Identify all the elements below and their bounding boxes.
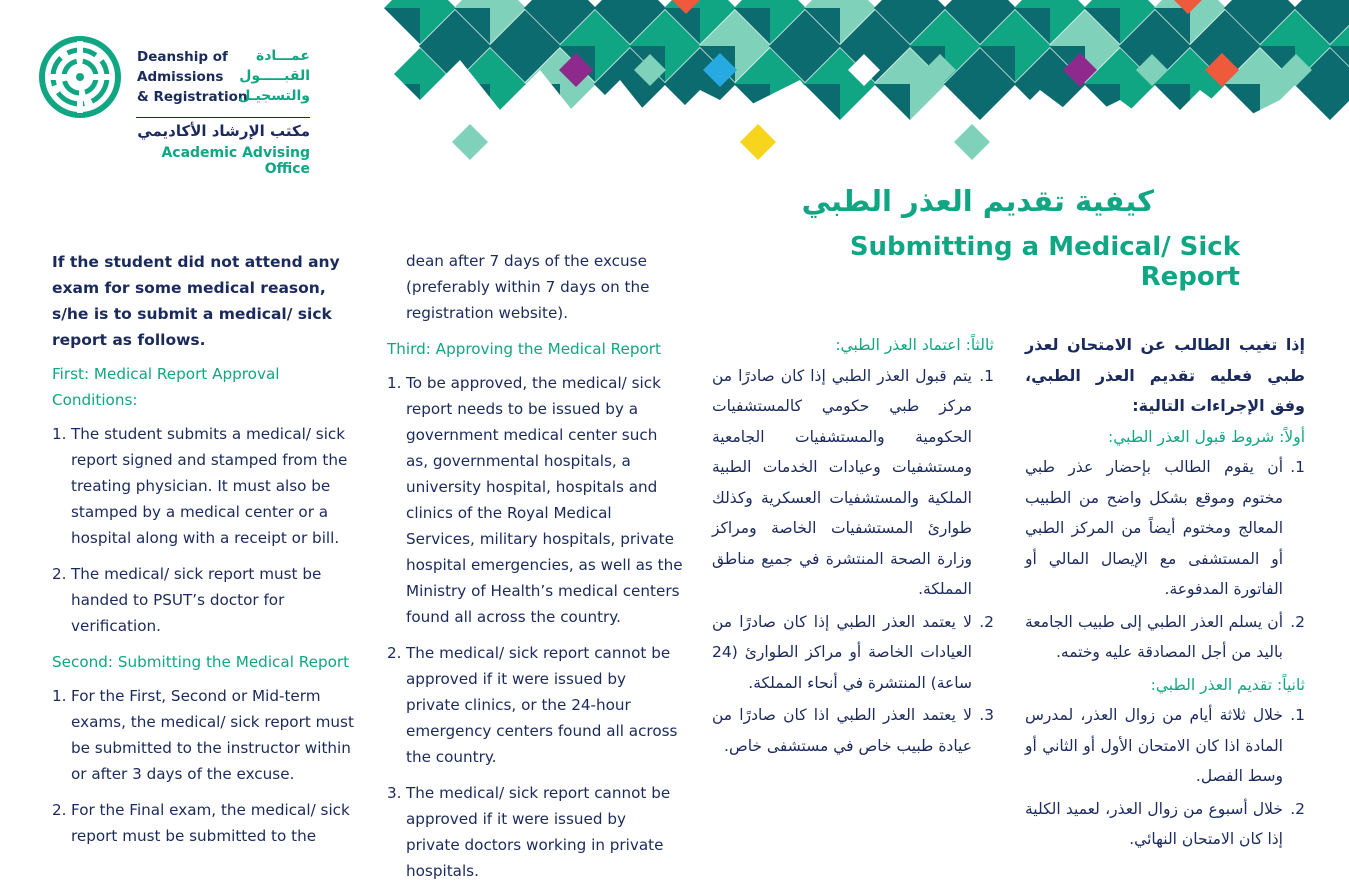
- list-item-text: لا يعتمد العذر الطبي اذا كان صادرًا من عيادة طبيب خاص في مستشفى خاص.: [712, 706, 972, 755]
- arabic-column-3: [712, 330, 994, 763]
- english-first-heading: First: Medical Report Approval Conditions:: [52, 365, 280, 409]
- list-item: [712, 361, 994, 605]
- logo-en-line-3: & Registration: [137, 89, 248, 105]
- list-item: [712, 607, 994, 699]
- list-number: 2.: [1290, 612, 1305, 631]
- list-item-text: The medical/ sick report cannot be approved if it were issued by private doctors working in private hospitals.: [406, 784, 671, 880]
- english-third-list: [387, 370, 683, 884]
- list-number: 1.: [1290, 458, 1305, 476]
- list-item-text: The medical/ sick report must be handed to PSUT’s doctor for verification.: [71, 565, 322, 635]
- list-item-text: يتم قبول العذر الطبي إذا كان صادرًا من مركز طبي حكومي كالمستشفيات الحكومية والمستشفيات الجامعية ومستشفيات وعيادات الخدمات الطبية الملكية والمستشفيات العسكرية وكذلك طوارئ المستشفيات الخاصة ومراكز وزارة الصحة المنتشرة في جميع مناطق المملكة.: [712, 366, 972, 598]
- arabic-first-list: [1025, 452, 1305, 668]
- list-item: [52, 561, 357, 639]
- list-number: 1.: [52, 425, 67, 443]
- list-item: [52, 797, 357, 849]
- list-item-text: The student submits a medical/ sick report signed and stamped from the treating physician. It must also be stamped by a medical center or a hospital along with a receipt or bill.: [71, 425, 348, 547]
- logo-text-arabic: [216, 46, 310, 106]
- list-number: 1.: [52, 687, 67, 705]
- logo-ar-line-2: القبـــــول: [239, 68, 310, 84]
- list-number: 2.: [52, 801, 67, 819]
- list-item: [387, 640, 683, 770]
- list-item-text: خلال ثلاثة أيام من زوال العذر، لمدرس المادة اذا كان الامتحان الأول أو الثاني أو وسط الفصل.: [1025, 706, 1283, 785]
- english-column-1: [52, 249, 357, 859]
- list-item-text: For the First, Second or Mid-term exams, the medical/ sick report must be submitted to the instructor within or after 3 days of the excuse.: [71, 687, 354, 783]
- logo-ar-line-3: والتسجيـل: [238, 88, 310, 104]
- english-second-continuation: dean after 7 days of the excuse (preferably within 7 days on the registration website).: [406, 252, 650, 322]
- logo-divider: [136, 117, 310, 118]
- list-item-text: To be approved, the medical/ sick report needs to be issued by a government medical center such as, governmental hospitals, a university hospital, hospitals and clinics of the Royal Medical Services, military hospitals, private hospital emergencies, as well as the Ministry of Health’s medical centers found all across the country.: [406, 374, 683, 626]
- list-number: 2.: [387, 644, 402, 662]
- list-item: [1025, 700, 1305, 792]
- english-third-heading: Third: Approving the Medical Report: [387, 340, 661, 358]
- arabic-intro: إذا تغيب الطالب عن الامتحان لعذر طبي فعليه تقديم العذر الطبي، وفق الإجراءات التالية:: [1025, 335, 1305, 415]
- list-item: [387, 780, 683, 884]
- list-item-text: أن يقوم الطالب بإحضار عذر طبي مختوم وموقع بشكل واضح من الطبيب المعالج ومختوم أيضاً من المركز الطبي أو المستشفى مع الإيصال المالي أو الفاتورة المدفوعة.: [1025, 458, 1283, 598]
- deanship-logo-icon: [38, 35, 122, 119]
- list-item: [52, 421, 357, 551]
- list-number: 1.: [979, 366, 994, 385]
- list-number: 1.: [1290, 706, 1305, 724]
- list-item: [1025, 794, 1305, 855]
- list-item-text: أن يسلم العذر الطبي إلى طبيب الجامعة باليد من أجل المصادقة عليه وختمه.: [1025, 612, 1283, 661]
- english-second-list: [52, 683, 357, 849]
- arabic-column-4: [1025, 330, 1305, 857]
- list-number: 2.: [52, 565, 67, 583]
- list-number: 2.: [1290, 799, 1305, 818]
- english-intro: If the student did not attend any exam for some medical reason, s/he is to submit a medical/ sick report as follows.: [52, 253, 340, 349]
- english-second-heading: Second: Submitting the Medical Report: [52, 653, 350, 671]
- list-number: 1.: [387, 374, 402, 392]
- pattern-triangle: [384, 8, 420, 44]
- arabic-first-heading: أولاً: شروط قبول العذر الطبي:: [1108, 427, 1305, 446]
- page-title-english: Submitting a Medical/ Sick Report: [849, 232, 1240, 292]
- list-item: [387, 370, 683, 630]
- list-item: [1025, 607, 1305, 668]
- list-item: [52, 683, 357, 787]
- list-item-text: لا يعتمد العذر الطبي إذا كان صادرًا من العيادات الخاصة أو مراكز الطوارئ (24 ساعة) المنتشرة في أنحاء المملكة.: [712, 612, 972, 692]
- english-column-2: [387, 248, 683, 894]
- office-name-english: Academic Advising Office: [161, 145, 310, 177]
- logo-en-line-1: Deanship of: [137, 49, 228, 65]
- list-number: 3.: [979, 706, 994, 724]
- list-number: 2.: [979, 612, 994, 631]
- list-number: 3.: [387, 784, 402, 802]
- list-item-text: For the Final exam, the medical/ sick report must be submitted to the: [71, 801, 350, 845]
- arabic-third-heading: ثالثاً: اعتماد العذر الطبي:: [835, 336, 994, 354]
- english-first-list: [52, 421, 357, 639]
- logo-ar-line-1: عمـــادة: [255, 48, 310, 64]
- list-item: [712, 700, 994, 761]
- decorative-diamond-pattern: [380, 0, 1349, 170]
- list-item-text: The medical/ sick report cannot be approved if it were issued by private clinics, or the 24-hour emergency centers found all across the country.: [406, 644, 678, 766]
- arabic-second-heading: ثانياً: تقديم العذر الطبي:: [1150, 675, 1305, 694]
- page-title-arabic: كيفية تقديم العذر الطبي: [801, 184, 1154, 218]
- list-item-text: خلال أسبوع من زوال العذر، لعميد الكلية إذا كان الامتحان النهائي.: [1025, 799, 1283, 848]
- office-name-arabic: مكتب الإرشاد الأكاديمي: [137, 122, 310, 140]
- arabic-second-list: [1025, 700, 1305, 855]
- logo-en-line-2: Admissions: [137, 69, 224, 85]
- arabic-third-list: [712, 361, 994, 762]
- list-item: [1025, 452, 1305, 605]
